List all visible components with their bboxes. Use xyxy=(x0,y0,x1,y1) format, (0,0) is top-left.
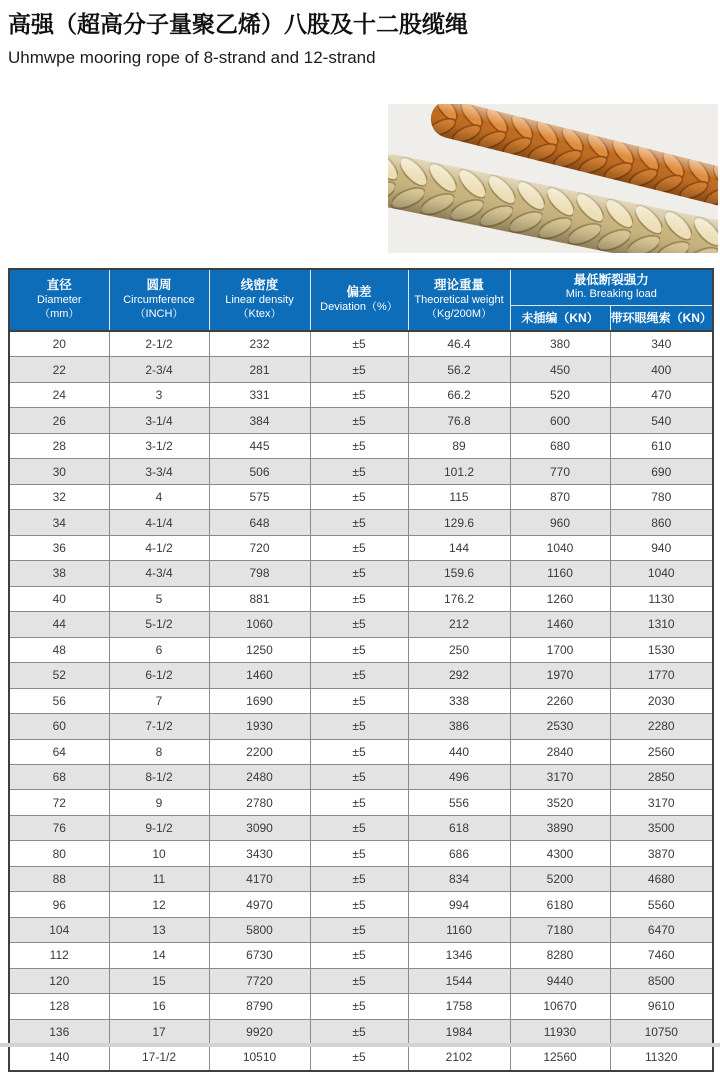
cell: ±5 xyxy=(310,866,408,891)
cell: 64 xyxy=(9,739,109,764)
cell: 9920 xyxy=(209,1019,310,1044)
cell: ±5 xyxy=(310,408,408,433)
header-theoretical-weight-unit: （Kg/200M） xyxy=(425,307,493,320)
header-linear-density-zh: 线密度 xyxy=(240,278,279,293)
cell: 2780 xyxy=(209,790,310,815)
cell: 648 xyxy=(209,510,310,535)
cell: 176.2 xyxy=(408,586,510,611)
cell: 445 xyxy=(209,433,310,458)
cell: ±5 xyxy=(310,382,408,407)
cell: 128 xyxy=(9,994,109,1019)
cell: 80 xyxy=(9,841,109,866)
cell: ±5 xyxy=(310,892,408,917)
cell: 610 xyxy=(610,433,713,458)
header-linear-density xyxy=(209,269,310,331)
header-circumference-zh: 圆周 xyxy=(146,278,172,293)
cell: 44 xyxy=(9,612,109,637)
cell: 8-1/2 xyxy=(109,764,209,789)
cell: 440 xyxy=(408,739,510,764)
cell: 338 xyxy=(408,688,510,713)
cell: ±5 xyxy=(310,637,408,662)
table-row xyxy=(9,943,713,968)
cell: 89 xyxy=(408,433,510,458)
cell: ±5 xyxy=(310,688,408,713)
cell: 3870 xyxy=(610,841,713,866)
cell: 618 xyxy=(408,815,510,840)
cell: 115 xyxy=(408,484,510,509)
cell: 3170 xyxy=(610,790,713,815)
header-breaking-load-group xyxy=(510,269,713,305)
cell: 1346 xyxy=(408,943,510,968)
cell: 870 xyxy=(510,484,610,509)
table-row xyxy=(9,382,713,407)
cell: 159.6 xyxy=(408,561,510,586)
cell: 13 xyxy=(109,917,209,942)
table-row xyxy=(9,637,713,662)
table-row xyxy=(9,612,713,637)
cell: ±5 xyxy=(310,917,408,942)
header-circumference-unit: （INCH） xyxy=(134,307,184,320)
cell: 4-3/4 xyxy=(109,561,209,586)
cell: 129.6 xyxy=(408,510,510,535)
cell: 292 xyxy=(408,663,510,688)
cell: 140 xyxy=(9,1045,109,1071)
cell: ±5 xyxy=(310,739,408,764)
cell: 1700 xyxy=(510,637,610,662)
table-row xyxy=(9,663,713,688)
table-row xyxy=(9,433,713,458)
cell: 7 xyxy=(109,688,209,713)
cell: 3-1/4 xyxy=(109,408,209,433)
cell: 6470 xyxy=(610,917,713,942)
cell: 30 xyxy=(9,459,109,484)
cell: 6730 xyxy=(209,943,310,968)
cell: 17 xyxy=(109,1019,209,1044)
spec-table xyxy=(8,268,714,1072)
cell: 32 xyxy=(9,484,109,509)
cell: ±5 xyxy=(310,535,408,560)
cell: 1310 xyxy=(610,612,713,637)
cell: 2560 xyxy=(610,739,713,764)
table-row xyxy=(9,790,713,815)
cell: 12560 xyxy=(510,1045,610,1071)
cell: 8500 xyxy=(610,968,713,993)
header-breaking-load-zh: 最低断裂强力 xyxy=(573,272,649,287)
cell: 9440 xyxy=(510,968,610,993)
cell: 3430 xyxy=(209,841,310,866)
cell: 4170 xyxy=(209,866,310,891)
cell: 1544 xyxy=(408,968,510,993)
cell: 940 xyxy=(610,535,713,560)
cell: 66.2 xyxy=(408,382,510,407)
cell: 38 xyxy=(9,561,109,586)
cell: 56 xyxy=(9,688,109,713)
cell: 1460 xyxy=(209,663,310,688)
cell: 11 xyxy=(109,866,209,891)
cell: 1758 xyxy=(408,994,510,1019)
cell: 2850 xyxy=(610,764,713,789)
cell: 60 xyxy=(9,714,109,739)
cell: ±5 xyxy=(310,1019,408,1044)
cell: 7460 xyxy=(610,943,713,968)
header-diameter-unit: （mm） xyxy=(39,307,80,320)
cell: 9-1/2 xyxy=(109,815,209,840)
table-row xyxy=(9,739,713,764)
cell: 212 xyxy=(408,612,510,637)
cell: 4680 xyxy=(610,866,713,891)
cell: ±5 xyxy=(310,714,408,739)
cell: 281 xyxy=(209,357,310,382)
cell: 2102 xyxy=(408,1045,510,1071)
page-bottom-edge-line xyxy=(0,1043,720,1047)
cell: 104 xyxy=(9,917,109,942)
rope-photo xyxy=(388,104,718,253)
cell: 96 xyxy=(9,892,109,917)
header-diameter xyxy=(9,269,109,331)
header-deviation xyxy=(310,269,408,331)
cell: 46.4 xyxy=(408,331,510,357)
cell: 6 xyxy=(109,637,209,662)
table-row xyxy=(9,968,713,993)
cell: 686 xyxy=(408,841,510,866)
cell: 2200 xyxy=(209,739,310,764)
page-title: 高强（超高分子量聚乙烯）八股及十二股缆绳 xyxy=(8,11,468,37)
cell: 3890 xyxy=(510,815,610,840)
cell: 1260 xyxy=(510,586,610,611)
cell: ±5 xyxy=(310,663,408,688)
cell: ±5 xyxy=(310,764,408,789)
cell: 26 xyxy=(9,408,109,433)
cell: ±5 xyxy=(310,459,408,484)
cell: 3-1/2 xyxy=(109,433,209,458)
table-row xyxy=(9,535,713,560)
cell: 4-1/4 xyxy=(109,510,209,535)
cell: 860 xyxy=(610,510,713,535)
cell: 76 xyxy=(9,815,109,840)
cell: ±5 xyxy=(310,612,408,637)
cell: 4-1/2 xyxy=(109,535,209,560)
table-row xyxy=(9,866,713,891)
header-theoretical-weight xyxy=(408,269,510,331)
cell: 9610 xyxy=(610,994,713,1019)
cell: 15 xyxy=(109,968,209,993)
cell: 1130 xyxy=(610,586,713,611)
cell: 770 xyxy=(510,459,610,484)
cell: 384 xyxy=(209,408,310,433)
table-row xyxy=(9,714,713,739)
cell: 496 xyxy=(408,764,510,789)
cell: 56.2 xyxy=(408,357,510,382)
cell: 28 xyxy=(9,433,109,458)
cell: ±5 xyxy=(310,561,408,586)
header-with-eye: 带环眼绳索（KN） xyxy=(610,305,713,331)
cell: 24 xyxy=(9,382,109,407)
header-linear-density-en: Linear density xyxy=(225,294,294,307)
cell: 12 xyxy=(109,892,209,917)
cell: 2-1/2 xyxy=(109,331,209,357)
table-row xyxy=(9,408,713,433)
cell: 52 xyxy=(9,663,109,688)
cell: 1160 xyxy=(510,561,610,586)
cell: 3500 xyxy=(610,815,713,840)
table-row xyxy=(9,1019,713,1044)
cell: 120 xyxy=(9,968,109,993)
cell: 3090 xyxy=(209,815,310,840)
cell: 232 xyxy=(209,331,310,357)
cell: 8790 xyxy=(209,994,310,1019)
header-theoretical-weight-en: Theoretical weight xyxy=(414,294,504,307)
cell: 5800 xyxy=(209,917,310,942)
cell: 4 xyxy=(109,484,209,509)
cell: 9 xyxy=(109,790,209,815)
cell: 10 xyxy=(109,841,209,866)
table-row xyxy=(9,459,713,484)
page-subtitle: Uhmwpe mooring rope of 8-strand and 12-strand xyxy=(8,48,376,67)
cell: 340 xyxy=(610,331,713,357)
cell: 2030 xyxy=(610,688,713,713)
cell: 5560 xyxy=(610,892,713,917)
cell: ±5 xyxy=(310,968,408,993)
table-row xyxy=(9,331,713,357)
cell: 48 xyxy=(9,637,109,662)
cell: 540 xyxy=(610,408,713,433)
cell: 17-1/2 xyxy=(109,1045,209,1071)
header-unspliced: 未插编（KN） xyxy=(510,305,610,331)
cell: 1770 xyxy=(610,663,713,688)
cell: 520 xyxy=(510,382,610,407)
cell: 2280 xyxy=(610,714,713,739)
cell: 470 xyxy=(610,382,713,407)
cell: 144 xyxy=(408,535,510,560)
header-circumference-en: Circumference xyxy=(123,294,195,307)
cell: 600 xyxy=(510,408,610,433)
table-row xyxy=(9,892,713,917)
cell: 10510 xyxy=(209,1045,310,1071)
cell: 506 xyxy=(209,459,310,484)
cell: 331 xyxy=(209,382,310,407)
cell: 76.8 xyxy=(408,408,510,433)
cell: 400 xyxy=(610,357,713,382)
cell: 10750 xyxy=(610,1019,713,1044)
table-row xyxy=(9,561,713,586)
cell: 720 xyxy=(209,535,310,560)
cell: 1040 xyxy=(610,561,713,586)
header-circumference xyxy=(109,269,209,331)
cell: 881 xyxy=(209,586,310,611)
cell: 386 xyxy=(408,714,510,739)
cell: ±5 xyxy=(310,433,408,458)
cell: 6180 xyxy=(510,892,610,917)
cell: ±5 xyxy=(310,943,408,968)
cell: 780 xyxy=(610,484,713,509)
header-theoretical-weight-zh: 理论重量 xyxy=(433,278,484,293)
cell: 20 xyxy=(9,331,109,357)
cell: 3-3/4 xyxy=(109,459,209,484)
cell: 2840 xyxy=(510,739,610,764)
table-row xyxy=(9,917,713,942)
table-row xyxy=(9,841,713,866)
cell: 10670 xyxy=(510,994,610,1019)
cell: 575 xyxy=(209,484,310,509)
cell: 690 xyxy=(610,459,713,484)
cell: 1690 xyxy=(209,688,310,713)
header-linear-density-unit: （Ktex） xyxy=(237,307,282,320)
cell: 1460 xyxy=(510,612,610,637)
cell: 834 xyxy=(408,866,510,891)
cell: ±5 xyxy=(310,790,408,815)
cell: 1250 xyxy=(209,637,310,662)
cell: 1160 xyxy=(408,917,510,942)
cell: 1060 xyxy=(209,612,310,637)
cell: 11930 xyxy=(510,1019,610,1044)
cell: 5-1/2 xyxy=(109,612,209,637)
cell: 4970 xyxy=(209,892,310,917)
cell: 72 xyxy=(9,790,109,815)
cell: ±5 xyxy=(310,841,408,866)
cell: ±5 xyxy=(310,994,408,1019)
cell: 5200 xyxy=(510,866,610,891)
cell: 7720 xyxy=(209,968,310,993)
cell: ±5 xyxy=(310,331,408,357)
table-body xyxy=(9,331,713,1071)
cell: 450 xyxy=(510,357,610,382)
rope-photo-illustration xyxy=(388,104,718,253)
table-row xyxy=(9,688,713,713)
cell: ±5 xyxy=(310,1045,408,1071)
table-row xyxy=(9,815,713,840)
cell: 2260 xyxy=(510,688,610,713)
cell: 101.2 xyxy=(408,459,510,484)
table-row xyxy=(9,357,713,382)
header-breaking-load-en: Min. Breaking load xyxy=(565,288,657,301)
cell: 994 xyxy=(408,892,510,917)
cell: 1530 xyxy=(610,637,713,662)
cell: 3170 xyxy=(510,764,610,789)
cell: 34 xyxy=(9,510,109,535)
cell: 3 xyxy=(109,382,209,407)
cell: 1984 xyxy=(408,1019,510,1044)
cell: 798 xyxy=(209,561,310,586)
cell: 136 xyxy=(9,1019,109,1044)
cell: 11320 xyxy=(610,1045,713,1071)
cell: 22 xyxy=(9,357,109,382)
cell: 36 xyxy=(9,535,109,560)
cell: 1970 xyxy=(510,663,610,688)
header-diameter-en: Diameter xyxy=(36,294,82,307)
cell: 1930 xyxy=(209,714,310,739)
header-diameter-zh: 直径 xyxy=(46,278,72,293)
cell: ±5 xyxy=(310,357,408,382)
cell: 4300 xyxy=(510,841,610,866)
cell: ±5 xyxy=(310,815,408,840)
cell: 960 xyxy=(510,510,610,535)
cell: 2530 xyxy=(510,714,610,739)
cell: 2-3/4 xyxy=(109,357,209,382)
cell: ±5 xyxy=(310,484,408,509)
cell: 3520 xyxy=(510,790,610,815)
cell: 88 xyxy=(9,866,109,891)
cell: 5 xyxy=(109,586,209,611)
cell: 112 xyxy=(9,943,109,968)
table-row xyxy=(9,484,713,509)
table-row xyxy=(9,1045,713,1071)
header-deviation-en: Deviation（%） xyxy=(320,300,398,313)
cell: 7180 xyxy=(510,917,610,942)
cell: 8280 xyxy=(510,943,610,968)
cell: 556 xyxy=(408,790,510,815)
cell: ±5 xyxy=(310,510,408,535)
cell: 2480 xyxy=(209,764,310,789)
cell: 14 xyxy=(109,943,209,968)
cell: 40 xyxy=(9,586,109,611)
cell: 16 xyxy=(109,994,209,1019)
table-row xyxy=(9,994,713,1019)
cell: 1040 xyxy=(510,535,610,560)
cell: ±5 xyxy=(310,586,408,611)
cell: 6-1/2 xyxy=(109,663,209,688)
cell: 250 xyxy=(408,637,510,662)
cell: 380 xyxy=(510,331,610,357)
table-row xyxy=(9,510,713,535)
header-deviation-zh: 偏差 xyxy=(346,285,372,300)
cell: 8 xyxy=(109,739,209,764)
table-row xyxy=(9,764,713,789)
cell: 680 xyxy=(510,433,610,458)
table-row xyxy=(9,586,713,611)
cell: 7-1/2 xyxy=(109,714,209,739)
cell: 68 xyxy=(9,764,109,789)
